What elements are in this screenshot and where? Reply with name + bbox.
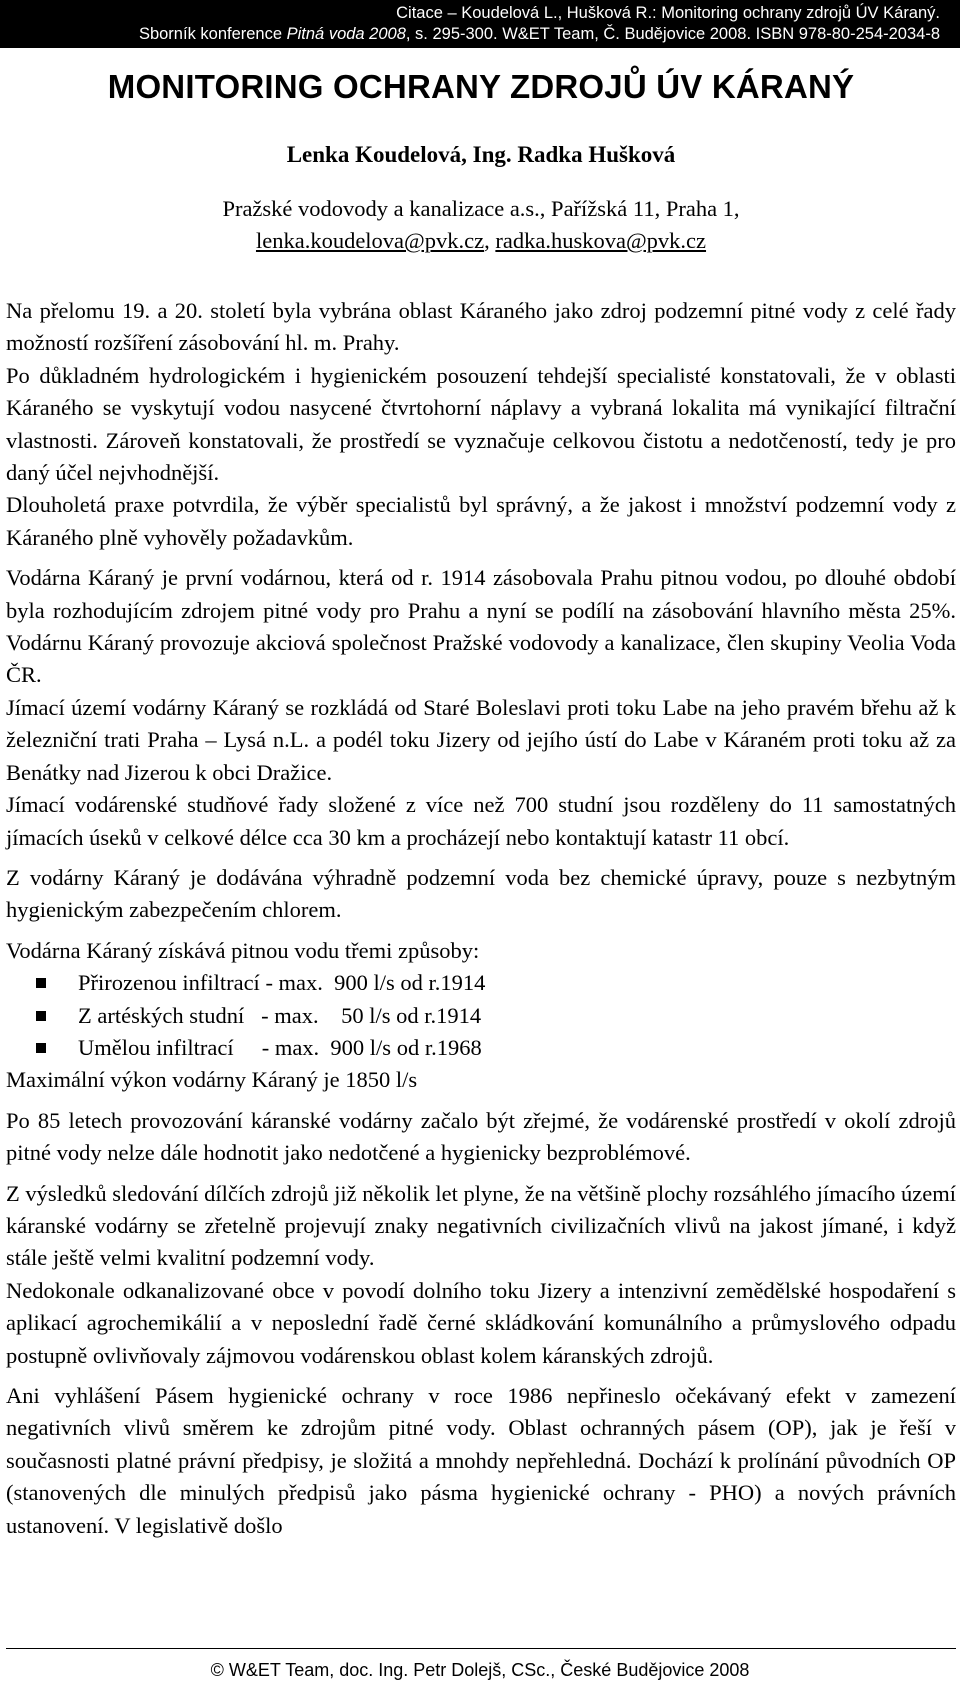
square-bullet-icon (36, 1011, 46, 1021)
affiliation-emails (6, 225, 956, 257)
paragraph: Po 85 letech provozování káranské vodárny začalo být zřejmé, že vodárenské prostředí v okolí zdrojů pitné vody nelze dále hodnotit jako nedotčené a hygienicky bezproblémové. (6, 1107, 956, 1166)
paragraph: Nedokonale odkanalizované obce v povodí dolního toku Jizery a intenzivní zemědělské hospodaření s aplikací agrochemikálií a v neposlední řadě černé skládkování komunálního a průmyslového odpadu postupně ovlivňovaly zájmovou vodárenskou oblast kolem káranských zdrojů. (6, 1277, 956, 1368)
list-item (36, 1032, 956, 1064)
email-link-1[interactable]: lenka.koudelova@pvk.cz (255, 228, 485, 253)
footer-divider (6, 1648, 956, 1649)
paragraph: Jímací vodárenské studňové řady složené z více než 700 studní jsou rozděleny do 11 samostatných jímacích úseků v celkové délce cca 30 km a procházejí nebo kontaktují katastr 11 obcí. (6, 792, 956, 850)
list-item-text: Umělou infiltrací - max. 900 l/s od r.1968 (78, 1034, 482, 1060)
paragraph: Maximální výkon vodárny Káraný je 1850 l/s (6, 1067, 418, 1093)
paragraph: Na přelomu 19. a 20. století byla vybrána oblast Káraného jako zdroj podzemní pitné vody z celé řady možností rozšíření zásobování hl. m. Prahy. (6, 298, 956, 356)
paper-authors: Lenka Koudelová, Ing. Radka Hušková (286, 142, 676, 167)
list-item-text: Přirozenou infiltrací - max. 900 l/s od r.1914 (78, 970, 486, 996)
citation-suffix: , s. 295-300. W&ET Team, Č. Budějovice 2008. ISBN 978-80-254-2034-8 (405, 25, 940, 43)
methods-list (6, 967, 956, 1064)
list-item (36, 967, 956, 999)
paragraph: Z výsledků sledování dílčích zdrojů již několik let plyne, že na většině plochy rozsáhlého jímacího území káranské vodárny se zřetelně projevují znaky negativních civilizačních vlivů na jakost jímané, i když stále ještě velmi kvalitní podzemní vody. (6, 1180, 956, 1271)
citation-line-1: Citace – Koudelová L., Hušková R.: Monitoring ochrany zdrojů ÚV Káraný. (396, 4, 940, 22)
paragraph: Vodárna Káraný získává pitnou vodu třemi způsoby: (6, 937, 480, 963)
affiliation (6, 193, 956, 257)
affiliation-address: Pražské vodovody a kanalizace a.s., Pařížská 11, Praha 1, (222, 196, 740, 221)
paper-body (6, 295, 956, 1542)
paper-title: MONITORING OCHRANY ZDROJŮ ÚV KÁRANÝ (107, 68, 855, 105)
paragraph: Po důkladném hydrologickém i hygienickém posouzení tehdejší specialisté konstatovali, že v oblasti Káraného se vyskytují vodou nasycené čtvrtohorní náplavy a vybraná lokalita má vynikající filtrační vlastnosti. Zároveň konstatovali, že prostředí se vyznačuje celkovou čistotu a nedotčeností, tedy je pro daný účel nejvhodnější. (6, 362, 956, 486)
square-bullet-icon (36, 1043, 46, 1053)
email-separator: , (484, 228, 496, 253)
citation-prefix: Sborník konference (138, 25, 287, 43)
paragraph: Ani vyhlášení Pásem hygienické ochrany v roce 1986 nepřineslo očekávaný efekt v zamezení negativních vlivů směrem ke zdrojům pitné vody. Oblast ochranných pásem (OP), jak je řeší v současnosti platné právní předpisy, je složitá a mnohdy nepřehledná. Dochází k prolínání původních OP (stanovených dle minulých předpisů jako pásma hygienické ochrany - PHO) a nových právních ustanovení. V legislativě došlo (6, 1383, 956, 1538)
paper-content (6, 60, 956, 1542)
citation-header (0, 0, 960, 48)
paragraph: Dlouholetá praxe potvrdila, že výběr specialistů byl správný, a že jakost i množství podzemní vody z Káraného plně vyhověly požadavkům. (6, 492, 956, 550)
conference-name: Pitná voda 2008 (286, 25, 406, 43)
list-item (36, 1000, 956, 1032)
paragraph: Jímací území vodárny Káraný se rozkládá od Staré Boleslavi proti toku Labe na jeho pravém břehu až k železniční trati Praha – Lysá n.L. a podél toku Jizery od jejího ústí do Labe v Káraném proti toku až za Benátky nad Jizerou k obci Dražice. (6, 694, 956, 785)
paragraph: Z vodárny Káraný je dodávána výhradně podzemní voda bez chemické úpravy, pouze s nezbytným hygienickým zabezpečením chlorem. (6, 864, 956, 923)
citation-line-2 (0, 24, 940, 45)
list-item-text: Z artéských studní - max. 50 l/s od r.1914 (78, 1002, 482, 1028)
email-link-2[interactable]: radka.huskova@pvk.cz (495, 228, 707, 253)
square-bullet-icon (36, 978, 46, 988)
paragraph: Vodárna Káraný je první vodárnou, která od r. 1914 zásobovala Prahu pitnou vodou, po dlouhé období byla rozhodujícím zdrojem pitné vody pro Prahu a nyní se podílí na zásobování hlavního města 25%. Vodárnu Káraný provozuje akciová společnost Pražské vodovody a kanalizace, člen skupiny Veolia Voda ČR. (6, 565, 956, 688)
page-footer: © W&ET Team, doc. Ing. Petr Dolejš, CSc., České Budějovice 2008 (210, 1660, 750, 1680)
